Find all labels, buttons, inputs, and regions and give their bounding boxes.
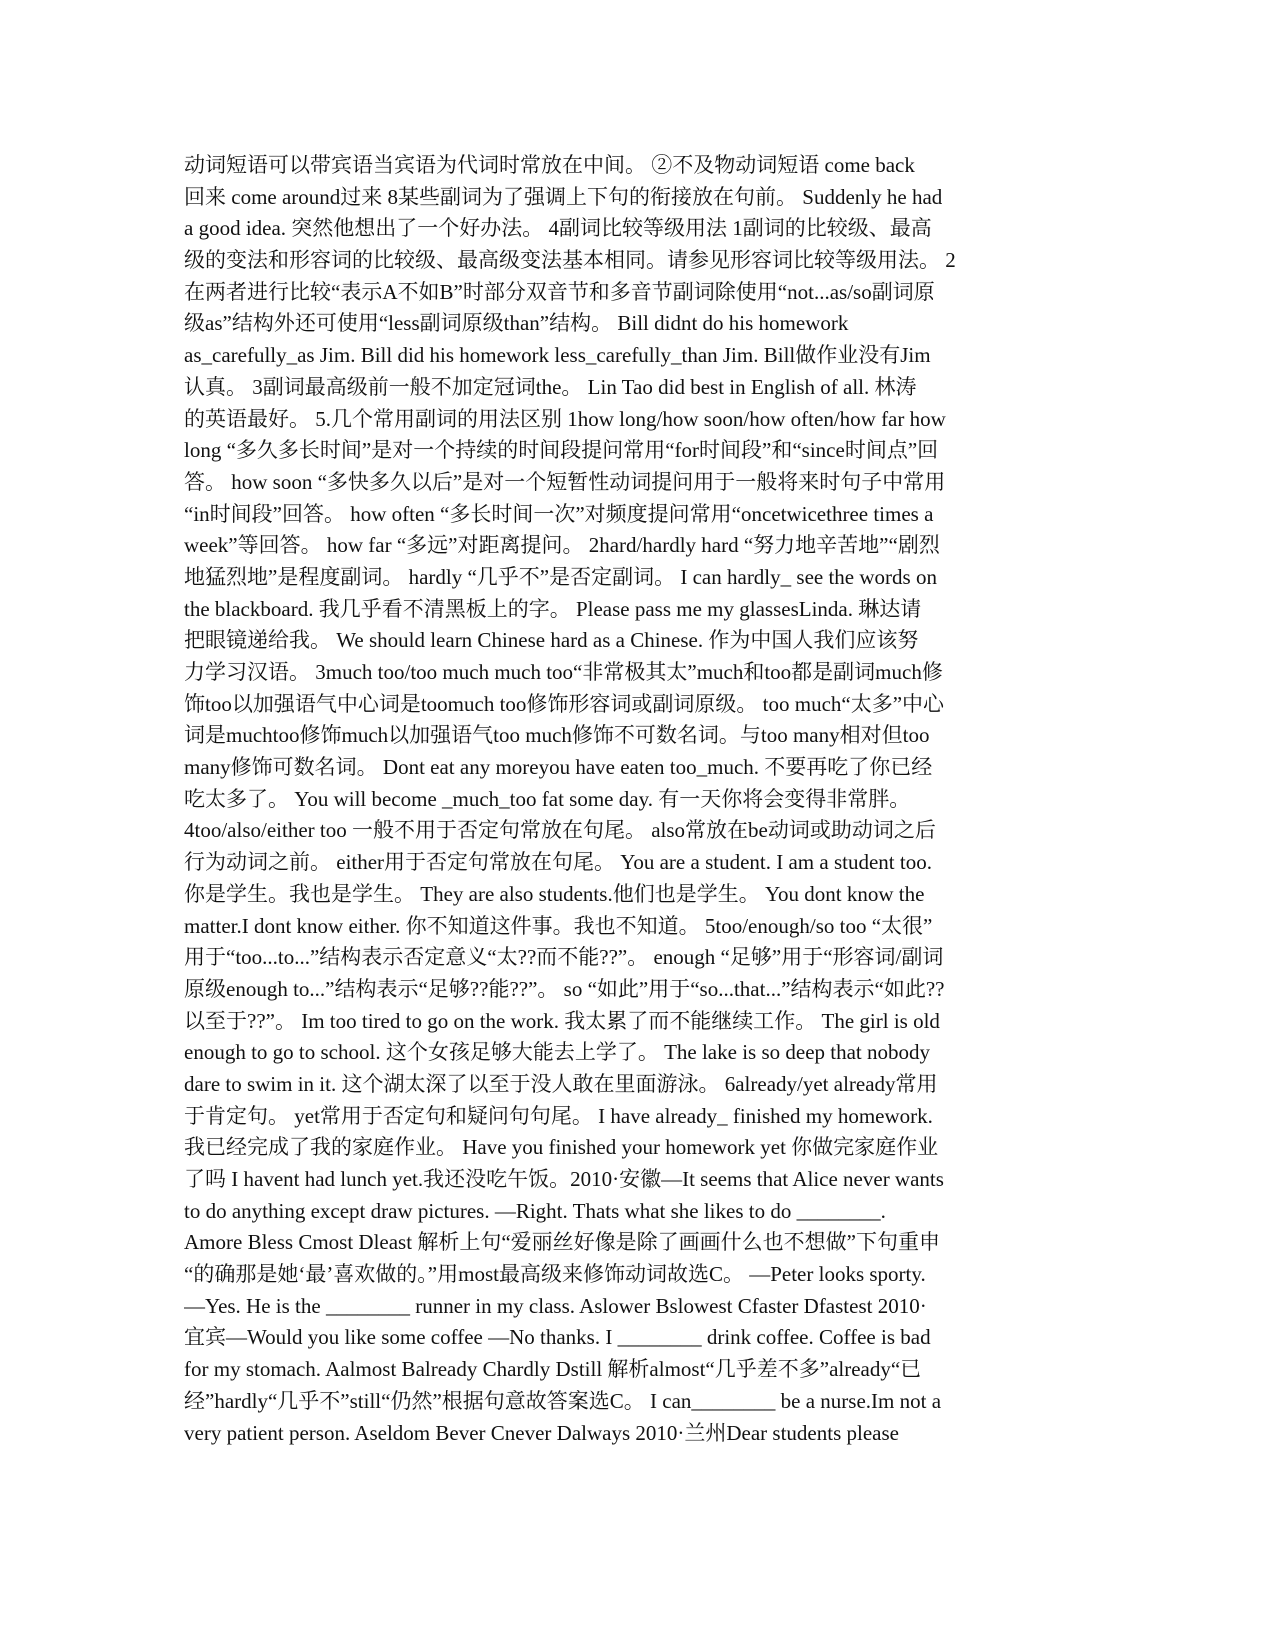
- text-line: very patient person. Aseldom Bever Cnever Dalways 2010·兰州Dear students please: [184, 1420, 899, 1445]
- text-line: matter.I dont know either. 你不知道这件事。我也不知道。 5too/enough/so too “太很”: [184, 913, 933, 938]
- text-line: 4too/also/either too 一般不用于否定句常放在句尾。 also常放在be动词或助动词之后: [184, 818, 936, 843]
- text-line: 力学习汉语。 3much too/too much much too“非常极其太”much和too都是副词much修: [184, 660, 943, 684]
- body-text: [184, 150, 1084, 1449]
- text-line: “的确那是她‘最’喜欢做的。”用most最高级来修饰动词故选C。 —Peter looks sporty.: [184, 1262, 926, 1287]
- text-line: 行为动词之前。 either用于否定句常放在句尾。 You are a student. I am a student too.: [184, 850, 932, 875]
- text-line: many修饰可数名词。 Dont eat any moreyou have eaten too_much. 不要再吃了你已经: [184, 755, 933, 780]
- text-line: 在两者进行比较“表示A不如B”时部分双音节和多音节副词除使用“not...as/so副词原: [184, 279, 935, 304]
- text-line: 原级enough to...”结构表示“足够??能??”。 so “如此”用于“so...that...”结构表示“如此??: [184, 976, 945, 1001]
- text-line: for my stomach. Aalmost Balready Chardly Dstill 解析almost“几乎差不多”already“已: [184, 1357, 922, 1382]
- text-line: to do anything except draw pictures. —Right. Thats what she likes to do ________.: [184, 1198, 886, 1223]
- text-line: 回来 come around过来 8某些副词为了强调上下句的衔接放在句前。 Suddenly he had: [184, 184, 943, 209]
- text-line: a good idea. 突然他想出了一个好办法。 4副词比较等级用法 1副词的比较级、最高: [184, 216, 932, 241]
- text-line: 了吗 I havent had lunch yet.我还没吃午饭。2010·安徽—It seems that Alice never wants: [184, 1167, 944, 1191]
- text-line: 吃太多了。 You will become _much_too fat some day. 有一天你将会变得非常胖。: [184, 786, 911, 811]
- text-line: week”等回答。 how far “多远”对距离提问。 2hard/hardly hard “努力地辛苦地”“剧烈: [184, 533, 940, 558]
- text-line: 用于“too...to...”结构表示否定意义“太??而不能??”。 enough “足够”用于“形容词/副词: [184, 945, 944, 970]
- text-line: 动词短语可以带宾语当宾语为代词时常放在中间。 ②不及物动词短语 come back: [184, 153, 915, 177]
- text-line: 词是muchtoo修饰much以加强语气too much修饰不可数名词。与too many相对但too: [184, 723, 930, 748]
- text-line: 把眼镜递给我。 We should learn Chinese hard as a Chinese. 作为中国人我们应该努: [184, 628, 919, 653]
- text-line: as_carefully_as Jim. Bill did his homework less_carefully_than Jim. Bill做作业没有Jim: [184, 343, 931, 368]
- text-line: 我已经完成了我的家庭作业。 Have you finished your homework yet 你做完家庭作业: [184, 1135, 939, 1160]
- text-line: enough to go to school. 这个女孩足够大能去上学了。 The lake is so deep that nobody: [184, 1040, 931, 1065]
- text-line: 的英语最好。 5.几个常用副词的用法区别 1how long/how soon/how often/how far how: [184, 406, 946, 431]
- text-line: the blackboard. 我几乎看不清黑板上的字。 Please pass me my glassesLinda. 琳达请: [184, 596, 922, 621]
- text-line: 于肯定句。 yet常用于否定句和疑问句句尾。 I have already_ finished my homework.: [184, 1103, 933, 1128]
- text-line: “in时间段”回答。 how often “多长时间一次”对频度提问常用“oncetwicethree times a: [184, 501, 934, 526]
- text-line: 经”hardly“几乎不”still“仍然”根据句意故答案选C。 I can________ be a nurse.Im not a: [184, 1388, 942, 1413]
- text-line: —Yes. He is the ________ runner in my class. Aslower Bslowest Cfaster Dfastest 2010·: [184, 1293, 927, 1318]
- text-line: 级as”结构外还可使用“less副词原级than”结构。 Bill didnt do his homework: [184, 311, 849, 336]
- text-line: dare to swim in it. 这个湖太深了以至于没人敢在里面游泳。 6already/yet already常用: [184, 1071, 938, 1096]
- text-line: 你是学生。我也是学生。 They are also students.他们也是学生。 You dont know the: [184, 881, 925, 906]
- text-line: Amore Bless Cmost Dleast 解析上句“爱丽丝好像是除了画画什么也不想做”下句重申: [184, 1230, 940, 1255]
- text-line: 地猛烈地”是程度副词。 hardly “几乎不”是否定副词。 I can hardly_ see the words on: [184, 564, 937, 589]
- text-line: 答。 how soon “多快多久以后”是对一个短暂性动词提问用于一般将来时句子中常用: [184, 469, 946, 494]
- text-line: 以至于??”。 Im too tired to go on the work. 我太累了而不能继续工作。 The girl is old: [184, 1008, 940, 1033]
- text-line: 级的变法和形容词的比较级、最高级变法基本相同。请参见形容词比较等级用法。 2: [184, 248, 956, 273]
- text-line: 宜宾—Would you like some coffee —No thanks. I ________ drink coffee. Coffee is bad: [184, 1325, 931, 1350]
- text-line: 饰too以加强语气中心词是toomuch too修饰形容词或副词原级。 too much“太多”中心: [184, 691, 945, 716]
- text-line: long “多久多长时间”是对一个持续的时间段提问常用“for时间段”和“since时间点”回: [184, 438, 939, 463]
- text-line: 认真。 3副词最高级前一般不加定冠词the。 Lin Tao did best in English of all. 林涛: [184, 374, 917, 399]
